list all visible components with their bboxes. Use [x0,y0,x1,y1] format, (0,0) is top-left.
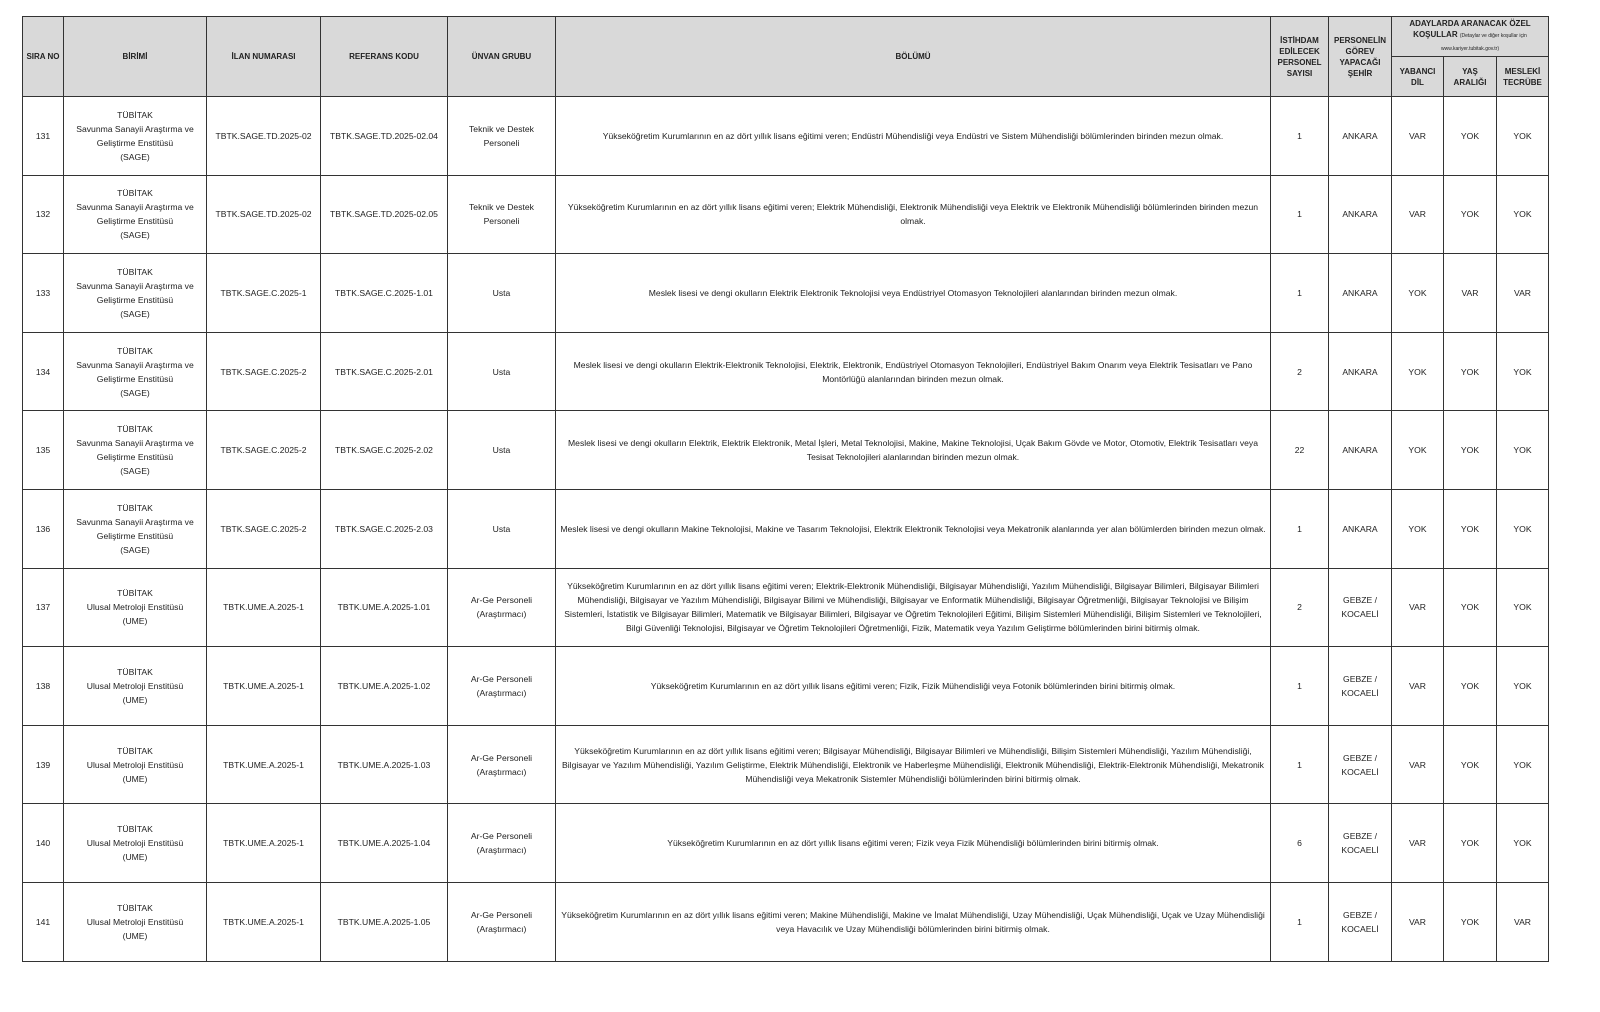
personel-sayisi-cell: 2 [1271,568,1329,647]
unit-name: Savunma Sanayii Araştırma ve Geliştirme Enstitüsü [76,202,194,227]
ilan-numarasi-cell: TBTK.UME.A.2025-1 [207,647,321,726]
unit-abbr: (UME) [122,694,148,705]
header-yabanci-dil: YABANCI DİL [1392,57,1444,97]
bolumu-cell: Yükseköğretim Kurumlarının en az dört yıllık lisans eğitimi veren; Makine Mühendisliği, Makine ve İmalat Mühendisliği, Uzay Mühendisliği, Uçak Mühendisliği, Uçak ve Uzay Mühendisliği veya Havacılık ve Uzay Mühendisliği bölümlerinden birini bitirmiş olmak. [556,882,1271,961]
unit-org: TÜBİTAK [117,109,153,120]
personel-sayisi-cell: 2 [1271,332,1329,411]
personel-sayisi-cell: 1 [1271,882,1329,961]
yabanci-dil-cell: VAR [1392,804,1444,883]
unvan-grubu-cell: Usta [448,332,556,411]
unit-abbr: (UME) [122,616,148,627]
sira-no-cell: 141 [23,882,64,961]
yas-araligi-cell: YOK [1444,882,1497,961]
sehir-cell: GEBZE / KOCAELİ [1329,647,1392,726]
header-ozel-kosullar [1392,17,1549,57]
ilan-numarasi-cell: TBTK.UME.A.2025-1 [207,804,321,883]
personel-sayisi-cell: 1 [1271,647,1329,726]
sira-no-cell: 135 [23,411,64,490]
table-row [23,254,1549,333]
birimi-cell [64,882,207,961]
birimi-cell [64,97,207,176]
sehir-cell: ANKARA [1329,175,1392,254]
header-sira-no: SIRA NO [23,17,64,97]
sehir-cell: ANKARA [1329,254,1392,333]
sira-no-cell: 133 [23,254,64,333]
header-ozel-kosullar-note: (Detaylar ve diğer koşullar için www.kariyer.tubitak.gov.tr) [1441,33,1527,52]
yabanci-dil-cell: VAR [1392,647,1444,726]
mesleki-tecrube-cell: YOK [1497,97,1549,176]
unvan-grubu-cell: Ar-Ge Personeli (Araştırmacı) [448,568,556,647]
sira-no-cell: 132 [23,175,64,254]
yas-araligi-cell: VAR [1444,254,1497,333]
unit-name: Ulusal Metroloji Enstitüsü [86,602,184,613]
yabanci-dil-cell: VAR [1392,882,1444,961]
personel-sayisi-cell: 6 [1271,804,1329,883]
personel-sayisi-cell: 1 [1271,489,1329,568]
ilan-numarasi-cell: TBTK.UME.A.2025-1 [207,882,321,961]
table-row [23,725,1549,804]
table-row [23,489,1549,568]
header-sehir: PERSONELİN GÖREV YAPACAĞI ŞEHİR [1329,17,1392,97]
table-row [23,332,1549,411]
bolumu-cell: Meslek lisesi ve dengi okulların Makine Teknolojisi, Makine ve Tasarım Teknolojisi, Elektrik Elektronik Teknolojisi veya Mekatronik alanlarında yer alan bölümlerden birinden mezun olmak. [556,489,1271,568]
unit-abbr: (SAGE) [120,308,150,319]
bolumu-cell: Yükseköğretim Kurumlarının en az dört yıllık lisans eğitimi veren; Endüstri Mühendisliği veya Endüstri ve Sistem Mühendisliği bölümlerinden birinden mezun olmak. [556,97,1271,176]
referans-kodu-cell: TBTK.UME.A.2025-1.01 [321,568,448,647]
table-row [23,411,1549,490]
unit-org: TÜBİTAK [117,345,153,356]
yas-araligi-cell: YOK [1444,332,1497,411]
sira-no-cell: 137 [23,568,64,647]
birimi-cell [64,332,207,411]
yabanci-dil-cell: VAR [1392,97,1444,176]
yas-araligi-cell: YOK [1444,804,1497,883]
unit-abbr: (SAGE) [120,151,150,162]
job-postings-table [22,16,1549,962]
referans-kodu-cell: TBTK.SAGE.TD.2025-02.04 [321,97,448,176]
unvan-grubu-cell: Usta [448,254,556,333]
bolumu-cell: Yükseköğretim Kurumlarının en az dört yıllık lisans eğitimi veren; Elektrik-Elektronik Mühendisliği, Bilgisayar Mühendisliği, Yazılım Mühendisliği, Bilgisayar Bilimleri, Bilgisayar Bilimleri Mühendisliği, Bilgisayar ve Yazılım Mühendisliği, Bilgisayar Bilimi ve Mühendisliği, Bilgisayar ve Enformatik Mühendisliği, Bilgisayar Öğretmenliği, Bilgisayar Teknolojisi ve Bilişim Sistemleri, İstatistik ve Bilgisayar Bilimleri, Matematik ve Bilgisayar Bilimleri, Bilgisayar ve Öğretim Teknolojileri Eğitimi, Bilişim Sistemleri Mühendisliği, Bilişim Sistemleri ve Teknolojileri, Bilgi Güvenliği Teknolojisi, Bilgisayar ve Öğretim Teknolojileri Öğretmenliği, Fizik, Matematik veya Yazılım Geliştirme bölümlerinden birini bitirmiş olmak. [556,568,1271,647]
table-row [23,647,1549,726]
unit-name: Savunma Sanayii Araştırma ve Geliştirme Enstitüsü [76,516,194,541]
yabanci-dil-cell: VAR [1392,725,1444,804]
unit-org: TÜBİTAK [117,188,153,199]
sehir-cell: ANKARA [1329,97,1392,176]
birimi-cell [64,804,207,883]
sehir-cell: GEBZE / KOCAELİ [1329,804,1392,883]
unit-org: TÜBİTAK [117,745,153,756]
mesleki-tecrube-cell: YOK [1497,725,1549,804]
birimi-cell [64,568,207,647]
unvan-grubu-cell: Ar-Ge Personeli (Araştırmacı) [448,647,556,726]
table-row [23,804,1549,883]
table-row [23,568,1549,647]
unit-name: Savunma Sanayii Araştırma ve Geliştirme Enstitüsü [76,280,194,305]
yabanci-dil-cell: YOK [1392,332,1444,411]
unit-name: Ulusal Metroloji Enstitüsü [86,838,184,849]
referans-kodu-cell: TBTK.SAGE.TD.2025-02.05 [321,175,448,254]
unit-abbr: (SAGE) [120,387,150,398]
header-referans-kodu: REFERANS KODU [321,17,448,97]
unit-abbr: (UME) [122,773,148,784]
header-unvan-grubu: ÜNVAN GRUBU [448,17,556,97]
referans-kodu-cell: TBTK.UME.A.2025-1.02 [321,647,448,726]
unit-name: Ulusal Metroloji Enstitüsü [86,759,184,770]
unit-abbr: (SAGE) [120,466,150,477]
ilan-numarasi-cell: TBTK.SAGE.TD.2025-02 [207,175,321,254]
mesleki-tecrube-cell: YOK [1497,489,1549,568]
bolumu-cell: Yükseköğretim Kurumlarının en az dört yıllık lisans eğitimi veren; Elektrik Mühendisliği, Elektronik Mühendisliği veya Elektrik ve Elektronik Mühendisliği bölümlerinden birinden mezun olmak. [556,175,1271,254]
sehir-cell: GEBZE / KOCAELİ [1329,725,1392,804]
unvan-grubu-cell: Usta [448,411,556,490]
unvan-grubu-cell: Teknik ve Destek Personeli [448,97,556,176]
birimi-cell [64,175,207,254]
ilan-numarasi-cell: TBTK.UME.A.2025-1 [207,568,321,647]
referans-kodu-cell: TBTK.SAGE.C.2025-2.03 [321,489,448,568]
ilan-numarasi-cell: TBTK.SAGE.C.2025-2 [207,332,321,411]
birimi-cell [64,489,207,568]
unit-abbr: (SAGE) [120,230,150,241]
mesleki-tecrube-cell: YOK [1497,332,1549,411]
header-ozel-kosullar-title: ADAYLARDA ARANACAK ÖZEL KOŞULLAR [1409,19,1531,39]
birimi-cell [64,725,207,804]
birimi-cell [64,411,207,490]
personel-sayisi-cell: 1 [1271,254,1329,333]
sehir-cell: GEBZE / KOCAELİ [1329,568,1392,647]
personel-sayisi-cell: 22 [1271,411,1329,490]
sira-no-cell: 136 [23,489,64,568]
header-row [23,17,1549,57]
sehir-cell: ANKARA [1329,332,1392,411]
mesleki-tecrube-cell: VAR [1497,254,1549,333]
ilan-numarasi-cell: TBTK.SAGE.C.2025-1 [207,254,321,333]
yabanci-dil-cell: YOK [1392,411,1444,490]
unit-name: Ulusal Metroloji Enstitüsü [86,680,184,691]
mesleki-tecrube-cell: VAR [1497,882,1549,961]
ilan-numarasi-cell: TBTK.SAGE.TD.2025-02 [207,97,321,176]
header-ilan-numarasi: İLAN NUMARASI [207,17,321,97]
referans-kodu-cell: TBTK.SAGE.C.2025-2.02 [321,411,448,490]
birimi-cell [64,647,207,726]
mesleki-tecrube-cell: YOK [1497,568,1549,647]
referans-kodu-cell: TBTK.UME.A.2025-1.04 [321,804,448,883]
yas-araligi-cell: YOK [1444,175,1497,254]
birimi-cell [64,254,207,333]
unit-name: Savunma Sanayii Araştırma ve Geliştirme Enstitüsü [76,359,194,384]
header-istihdam: İSTİHDAM EDİLECEK PERSONEL SAYISI [1271,17,1329,97]
yas-araligi-cell: YOK [1444,489,1497,568]
header-mesleki-tecrube: MESLEKİ TECRÜBE [1497,57,1549,97]
bolumu-cell: Meslek lisesi ve dengi okulların Elektrik, Elektrik Elektronik, Metal İşleri, Metal Teknolojisi, Makine, Makine Teknolojisi, Uçak Bakım Gövde ve Motor, Otomotiv, Elektrik Tesisatları veya Tesisat Teknolojileri alanlarından birinden mezun olmak. [556,411,1271,490]
unit-abbr: (UME) [122,930,148,941]
yas-araligi-cell: YOK [1444,411,1497,490]
unit-org: TÜBİTAK [117,424,153,435]
yabanci-dil-cell: YOK [1392,489,1444,568]
sira-no-cell: 138 [23,647,64,726]
sira-no-cell: 131 [23,97,64,176]
header-bolumu: BÖLÜMÜ [556,17,1271,97]
unvan-grubu-cell: Ar-Ge Personeli (Araştırmacı) [448,804,556,883]
sira-no-cell: 140 [23,804,64,883]
referans-kodu-cell: TBTK.SAGE.C.2025-2.01 [321,332,448,411]
yas-araligi-cell: YOK [1444,568,1497,647]
mesleki-tecrube-cell: YOK [1497,647,1549,726]
table-row [23,882,1549,961]
unit-name: Ulusal Metroloji Enstitüsü [86,916,184,927]
unit-org: TÜBİTAK [117,824,153,835]
bolumu-cell: Yükseköğretim Kurumlarının en az dört yıllık lisans eğitimi veren; Fizik, Fizik Mühendisliği veya Fotonik bölümlerinden birini bitirmiş olmak. [556,647,1271,726]
unit-abbr: (SAGE) [120,544,150,555]
unit-org: TÜBİTAK [117,588,153,599]
mesleki-tecrube-cell: YOK [1497,411,1549,490]
unit-name: Savunma Sanayii Araştırma ve Geliştirme Enstitüsü [76,438,194,463]
sehir-cell: ANKARA [1329,411,1392,490]
unvan-grubu-cell: Ar-Ge Personeli (Araştırmacı) [448,882,556,961]
unvan-grubu-cell: Teknik ve Destek Personeli [448,175,556,254]
unit-abbr: (UME) [122,852,148,863]
header-birimi: BİRİMİ [64,17,207,97]
ilan-numarasi-cell: TBTK.UME.A.2025-1 [207,725,321,804]
table-row [23,175,1549,254]
yabanci-dil-cell: YOK [1392,254,1444,333]
sira-no-cell: 139 [23,725,64,804]
yabanci-dil-cell: VAR [1392,568,1444,647]
unit-org: TÜBİTAK [117,902,153,913]
personel-sayisi-cell: 1 [1271,175,1329,254]
sira-no-cell: 134 [23,332,64,411]
table-body [23,97,1549,962]
personel-sayisi-cell: 1 [1271,725,1329,804]
referans-kodu-cell: TBTK.UME.A.2025-1.03 [321,725,448,804]
unit-name: Savunma Sanayii Araştırma ve Geliştirme Enstitüsü [76,123,194,148]
mesleki-tecrube-cell: YOK [1497,804,1549,883]
yabanci-dil-cell: VAR [1392,175,1444,254]
mesleki-tecrube-cell: YOK [1497,175,1549,254]
unvan-grubu-cell: Usta [448,489,556,568]
bolumu-cell: Meslek lisesi ve dengi okulların Elektrik Elektronik Teknolojisi veya Endüstriyel Otomasyon Teknolojileri alanlarından birinden mezun olmak. [556,254,1271,333]
unit-org: TÜBİTAK [117,502,153,513]
unit-org: TÜBİTAK [117,666,153,677]
unvan-grubu-cell: Ar-Ge Personeli (Araştırmacı) [448,725,556,804]
header-yas-araligi: YAŞ ARALIĞI [1444,57,1497,97]
sehir-cell: GEBZE / KOCAELİ [1329,882,1392,961]
yas-araligi-cell: YOK [1444,725,1497,804]
yas-araligi-cell: YOK [1444,97,1497,176]
bolumu-cell: Meslek lisesi ve dengi okulların Elektrik-Elektronik Teknolojisi, Elektrik, Elektronik, Endüstriyel Otomasyon Teknolojileri, Endüstriyel Bakım Onarım veya Elektrik Tesisatları ve Pano Montörlüğü alanlarından birinden mezun olmak. [556,332,1271,411]
yas-araligi-cell: YOK [1444,647,1497,726]
ilan-numarasi-cell: TBTK.SAGE.C.2025-2 [207,489,321,568]
unit-org: TÜBİTAK [117,266,153,277]
ilan-numarasi-cell: TBTK.SAGE.C.2025-2 [207,411,321,490]
bolumu-cell: Yükseköğretim Kurumlarının en az dört yıllık lisans eğitimi veren; Fizik veya Fizik Mühendisliği bölümlerinden birini bitirmiş olmak. [556,804,1271,883]
bolumu-cell: Yükseköğretim Kurumlarının en az dört yıllık lisans eğitimi veren; Bilgisayar Mühendisliği, Bilgisayar Bilimleri ve Mühendisliği, Bilişim Sistemleri Mühendisliği, Yazılım Mühendisliği, Bilgisayar ve Yazılım Mühendisliği, Yazılım Geliştirme, Elektrik Mühendisliği, Elektronik ve Haberleşme Mühendisliği, Elektronik Mühendisliği, Elektrik-Elektronik Mühendisliği, Mekatronik Mühendisliği veya Mekatronik Sistemler Mühendisliği bölümlerinden birini bitirmiş olmak. [556,725,1271,804]
personel-sayisi-cell: 1 [1271,97,1329,176]
referans-kodu-cell: TBTK.SAGE.C.2025-1.01 [321,254,448,333]
referans-kodu-cell: TBTK.UME.A.2025-1.05 [321,882,448,961]
table-row [23,97,1549,176]
sehir-cell: ANKARA [1329,489,1392,568]
